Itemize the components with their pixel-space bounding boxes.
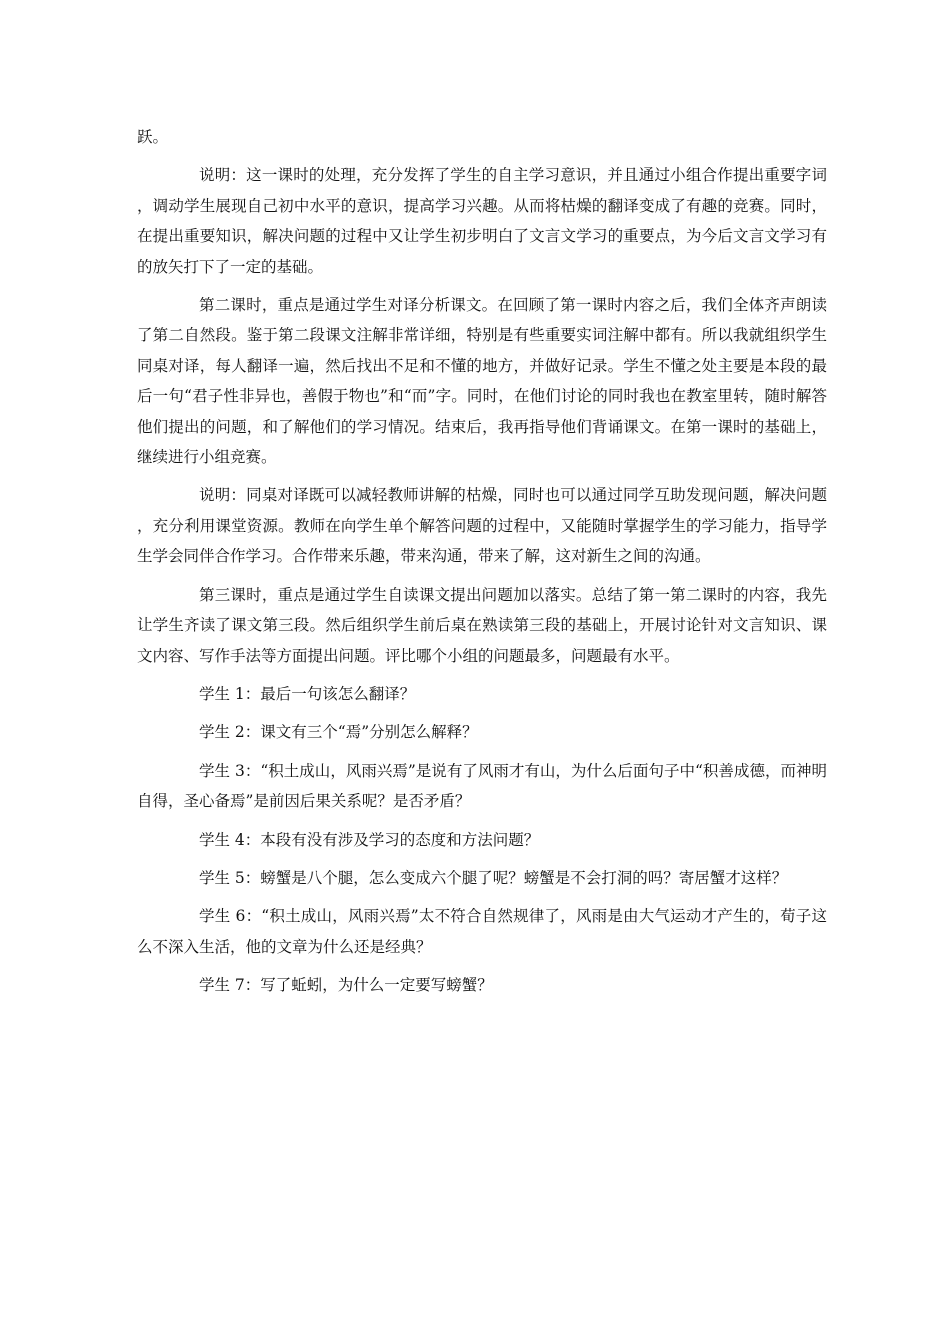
paragraph-student-7: 学生 7：写了蚯蚓，为什么一定要写螃蟹？: [199, 976, 493, 995]
paragraph-student-2: 学生 2：课文有三个“焉”分别怎么解释？: [199, 723, 478, 742]
paragraph-continuation: 跃。: [137, 128, 169, 146]
paragraph-student-1: 学生 1：最后一句该怎么翻译？: [199, 684, 416, 703]
paragraph-student-5: 学生 5：螃蟹是八个腿，怎么变成六个腿了呢？螃蟹是不会打洞的吗？寄居蟹才这样？: [199, 868, 788, 887]
paragraph-note-2: 说明：同桌对译既可以减轻教师讲解的枯燥，同时也可以通过同学互助发现问题，解决问题，充分利用课堂资源。教师在向学生单个解答问题的过程中，又能随时掌握学生的学习能力，指导学生学会同伴合作学习。合作带来乐趣，带来沟通，带来了解，这对新生之间的沟通。: [137, 486, 827, 566]
paragraph-lesson-2: 第二课时，重点是通过学生对译分析课文。在回顾了第一课时内容之后，我们全体齐声朗读了第二自然段。鉴于第二段课文注解非常详细，特别是有些重要实词注解中都有。所以我就组织学生同桌对译，每人翻译一遍，然后找出不足和不懂的地方，并做好记录。学生不懂之处主要是本段的最后一句“君子性非异也，善假于物也”和“而”字。同时，在他们讨论的同时我也在教室里转，随时解答他们提出的问题，和了解他们的学习情况。结束后，我再指导他们背诵课文。在第一课时的基础上，继续进行小组竞赛。: [137, 296, 827, 467]
paragraph-student-6: 学生 6：“积土成山，风雨兴焉”太不符合自然规律了，风雨是由大气运动才产生的，荀子这么不深入生活，他的文章为什么还是经典？: [137, 907, 827, 956]
paragraph-note-1: 说明：这一课时的处理，充分发挥了学生的自主学习意识，并且通过小组合作提出重要字词，调动学生展现自己初中水平的意识，提高学习兴趣。从而将枯燥的翻译变成了有趣的竞赛。同时，在提出重要知识，解决问题的过程中又让学生初步明白了文言文学习的重要点，为今后文言文学习有的放矢打下了一定的基础。: [137, 166, 827, 276]
paragraph-student-4: 学生 4：本段有没有涉及学习的态度和方法问题？: [199, 830, 540, 849]
document-body: [137, 122, 827, 1001]
paragraph-student-3: 学生 3：“积土成山，风雨兴焉”是说有了风雨才有山，为什么后面句子中“积善成德，而神明自得，圣心备焉”是前因后果关系呢？是否矛盾？: [137, 761, 827, 811]
paragraph-lesson-3: 第三课时，重点是通过学生自读课文提出问题加以落实。总结了第一第二课时的内容，我先让学生齐读了课文第三段。然后组织学生前后桌在熟读第三段的基础上，开展讨论针对文言知识、课文内容、写作手法等方面提出问题。评比哪个小组的问题最多，问题最有水平。: [137, 585, 827, 665]
